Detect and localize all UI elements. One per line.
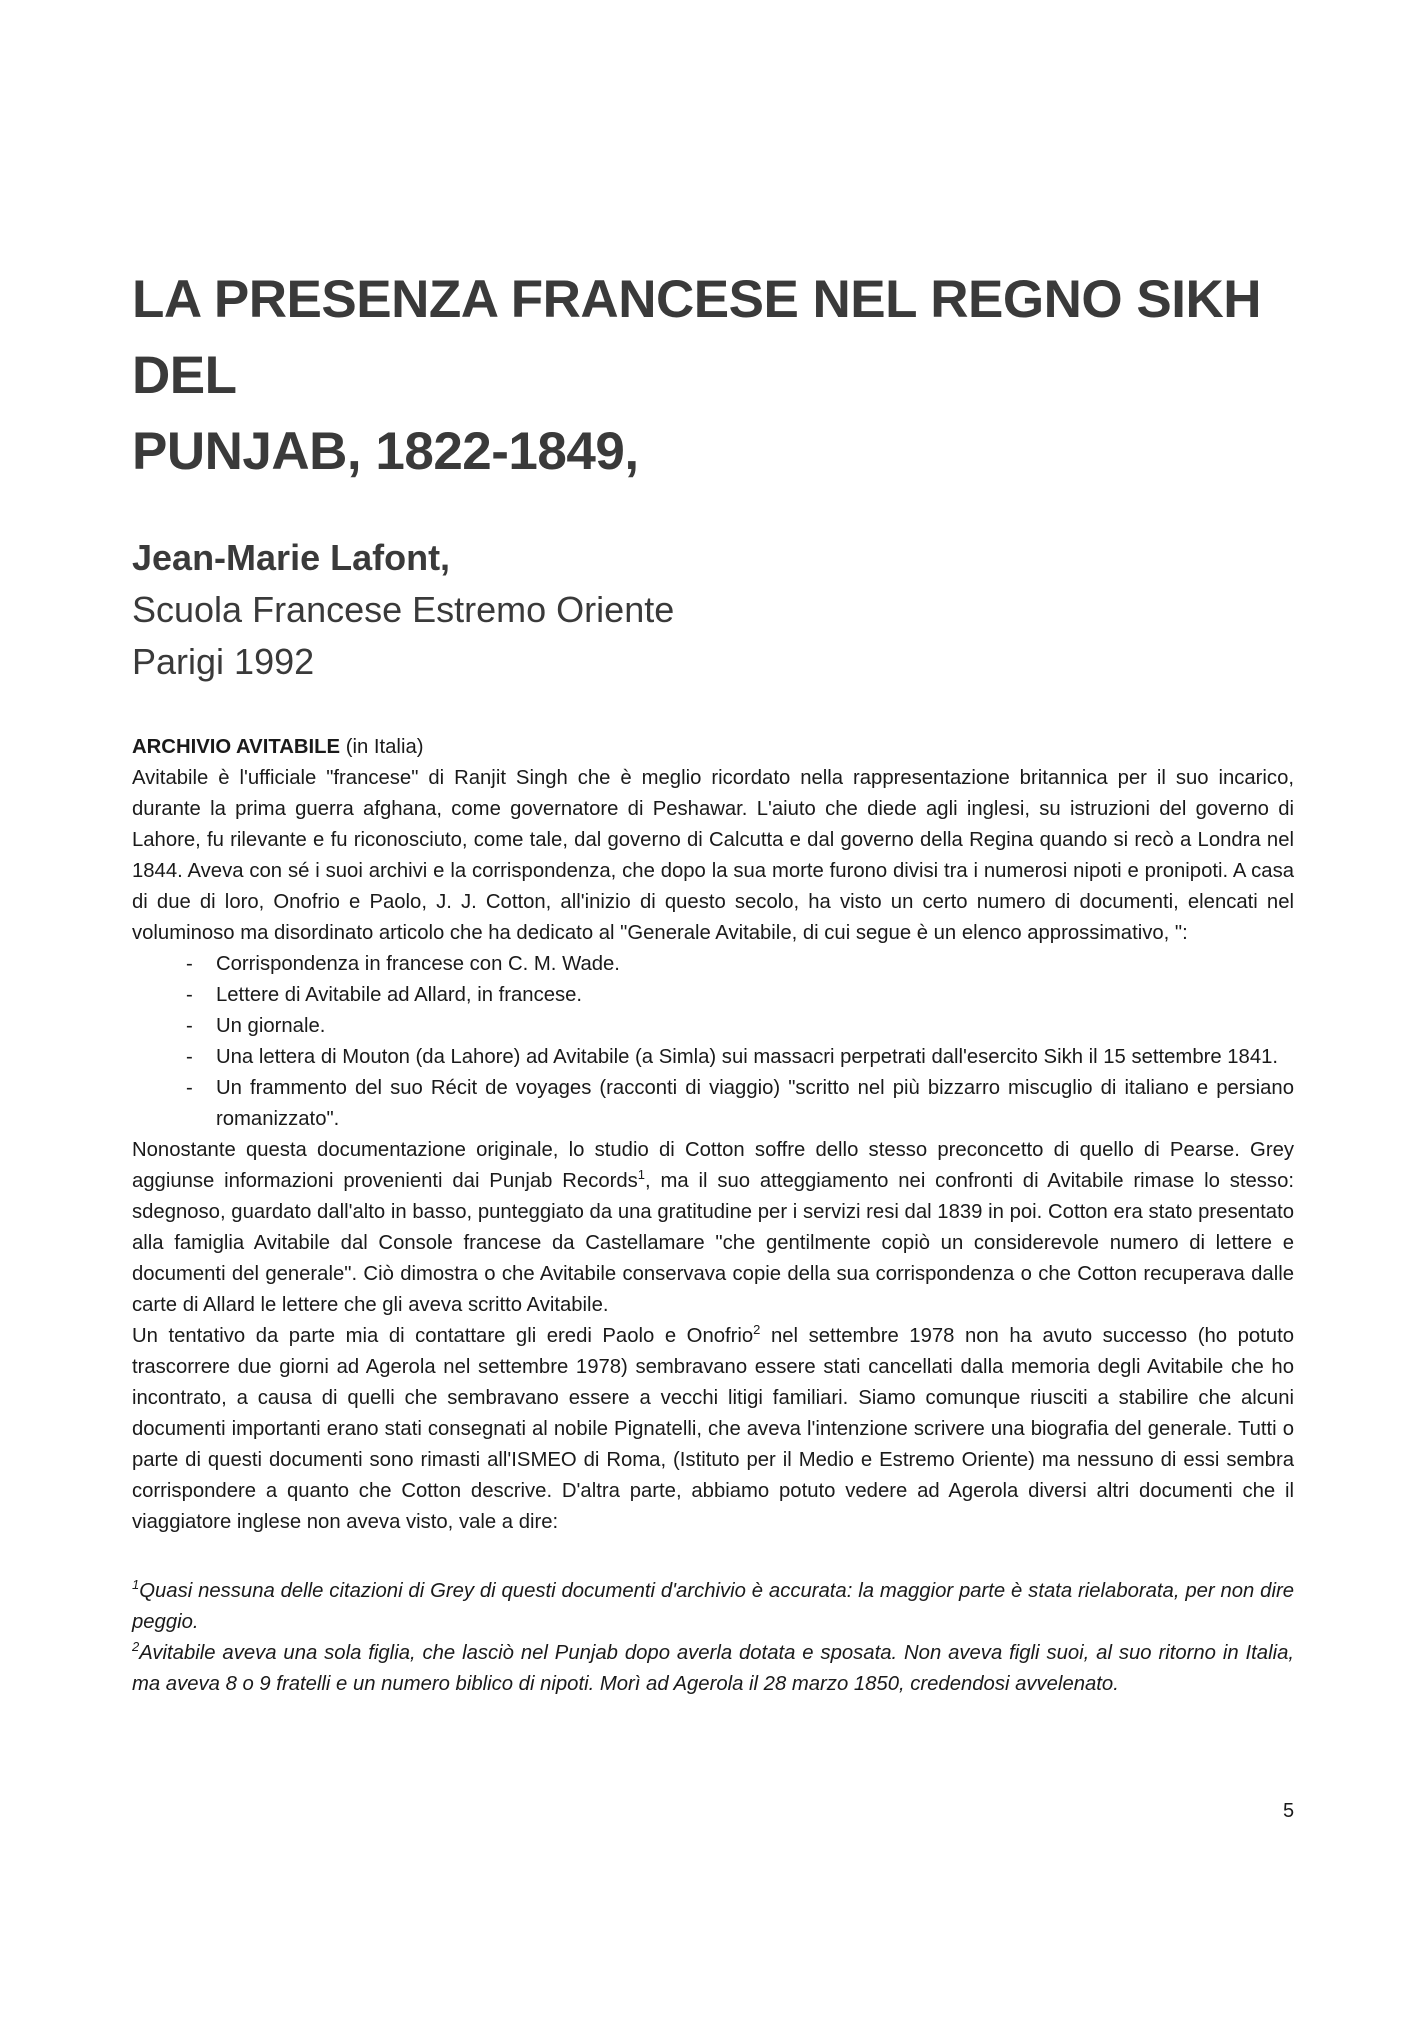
section-heading [132, 732, 1294, 763]
page-number: 5 [1283, 1800, 1295, 1822]
paragraph-heirs-text-b: nel settembre 1978 non ha avuto successo (ho potuto trascorrere due giorni ad Agerola nel settembre 1978) sembravano essere stati cancellati dalla memoria degli Avitabile che ho incontrato, a causa di quelli che sembravano essere a vecchi litigi familiari. Siamo comunque riusciti a stabilire che alcuni documenti importanti erano stati consegnati al nobile Pignatelli, che aveva l'intenzione scrivere una biografia del generale. Tutti o parte di questi documenti sono rimasti all'ISMEO di Roma, (Istituto per il Medio e Estremo Oriente) ma nessuno di essi sembra corrispondere a quanto che Cotton descrive. D'altra parte, abbiamo potuto vedere ad Agerola diversi altri documenti che il viaggiatore inglese non aveva visto, vale a dire: [132, 1325, 1294, 1533]
list-item-text: Un frammento del suo Récit de voyages (racconti di viaggio) "scritto nel più bizzarro miscuglio di italiano e persiano romanizzato". [216, 1077, 1294, 1130]
footnotes [132, 1576, 1294, 1700]
footnote-ref-2[interactable]: 2 [753, 1322, 761, 1338]
list-item-text: Lettere di Avitabile ad Allard, in francese. [216, 984, 583, 1006]
footnote-mark-2: 2 [132, 1639, 140, 1655]
section-heading-suffix: (in Italia) [340, 736, 424, 758]
archive-section [132, 732, 1294, 1538]
list-item [132, 980, 1294, 1011]
list-dash: - [186, 1046, 193, 1068]
document-page [132, 262, 1294, 1700]
list-item-text: Corrispondenza in francese con C. M. Wade. [216, 953, 620, 975]
footnote-2-text: Avitabile aveva una sola figlia, che lasciò nel Punjab dopo averla dotata e sposata. Non aveva figli suoi, al suo ritorno in Italia, ma aveva 8 o 9 fratelli e un numero biblico di nipoti. Morì ad Agerola il 28 marzo 1850, credendosi avvelenato. [132, 1642, 1294, 1695]
list-dash: - [186, 953, 193, 975]
list-dash: - [186, 1077, 193, 1099]
list-item [132, 1042, 1294, 1073]
paragraph-cotton-text-b: , ma il suo atteggiamento nei confronti di Avitabile rimase lo stesso: sdegnoso, guardato dall'alto in basso, punteggiato da una gratitudine per i servizi resi dal 1839 in poi. Cotton era stato presentato alla famiglia Avitabile dal Console francese da Castellamare "che gentilmente copiò un considerevole numero di lettere e documenti del generale". Ciò dimostra o che Avitabile conservava copie della sua corrispondenza o che Cotton recuperava dalle carte di Allard le lettere che gli aveva scritto Avitabile. [132, 1170, 1294, 1316]
title-line-1: LA PRESENZA FRANCESE NEL REGNO SIKH DEL [132, 270, 1261, 405]
author-name: Jean-Marie Lafont, [132, 537, 451, 578]
list-item-text: Un giornale. [216, 1015, 326, 1037]
list-item [132, 1011, 1294, 1042]
paragraph-cotton-text-a: Nonostante questa documentazione originale, lo studio di Cotton soffre dello stesso preconcetto di quello di Pearse. Grey aggiunse informazioni provenienti dai Punjab Records [132, 1139, 1294, 1192]
list-dash: - [186, 984, 193, 1006]
list-item [132, 1073, 1294, 1135]
paragraph-heirs [132, 1321, 1294, 1538]
footnote-2 [132, 1638, 1294, 1700]
author-institution: Scuola Francese Estremo Oriente [132, 589, 675, 630]
footnote-1-text: Quasi nessuna delle citazioni di Grey di questi documenti d'archivio è accurata: la maggior parte è stata rielaborata, per non dire peggio. [132, 1580, 1294, 1633]
title-line-2: PUNJAB, 1822-1849, [132, 422, 639, 481]
footnote-1 [132, 1576, 1294, 1638]
footnote-mark-1: 1 [132, 1577, 140, 1593]
author-place-year: Parigi 1992 [132, 641, 315, 682]
list-item [132, 949, 1294, 980]
document-title [132, 262, 1294, 490]
footnote-ref-1[interactable]: 1 [637, 1167, 646, 1183]
paragraph-heirs-text-a: Un tentativo da parte mia di contattare gli eredi Paolo e Onofrio [132, 1325, 754, 1347]
section-heading-bold: ARCHIVIO AVITABILE [132, 736, 341, 758]
document-list [132, 949, 1294, 1135]
paragraph-cotton [132, 1135, 1294, 1321]
list-dash: - [186, 1015, 193, 1037]
list-item-text: Una lettera di Mouton (da Lahore) ad Avitabile (a Simla) sui massacri perpetrati dall'esercito Sikh il 15 settembre 1841. [216, 1046, 1279, 1068]
intro-paragraph: Avitabile è l'ufficiale "francese" di Ranjit Singh che è meglio ricordato nella rappresentazione britannica per il suo incarico, durante la prima guerra afghana, come governatore di Peshawar. L'aiuto che diede agli inglesi, su istruzioni del governo di Lahore, fu rilevante e fu riconosciuto, come tale, dal governo di Calcutta e dal governo della Regina quando si recò a Londra nel 1844. Aveva con sé i suoi archivi e la corrispondenza, che dopo la sua morte furono divisi tra i numerosi nipoti e pronipoti. A casa di due di loro, Onofrio e Paolo, J. J. Cotton, all'inizio di questo secolo, ha visto un certo numero di documenti, elencati nel voluminoso ma disordinato articolo che ha dedicato al "Generale Avitabile, di cui segue è un elenco approssimativo, ": [132, 767, 1294, 944]
author-block [132, 532, 1294, 688]
